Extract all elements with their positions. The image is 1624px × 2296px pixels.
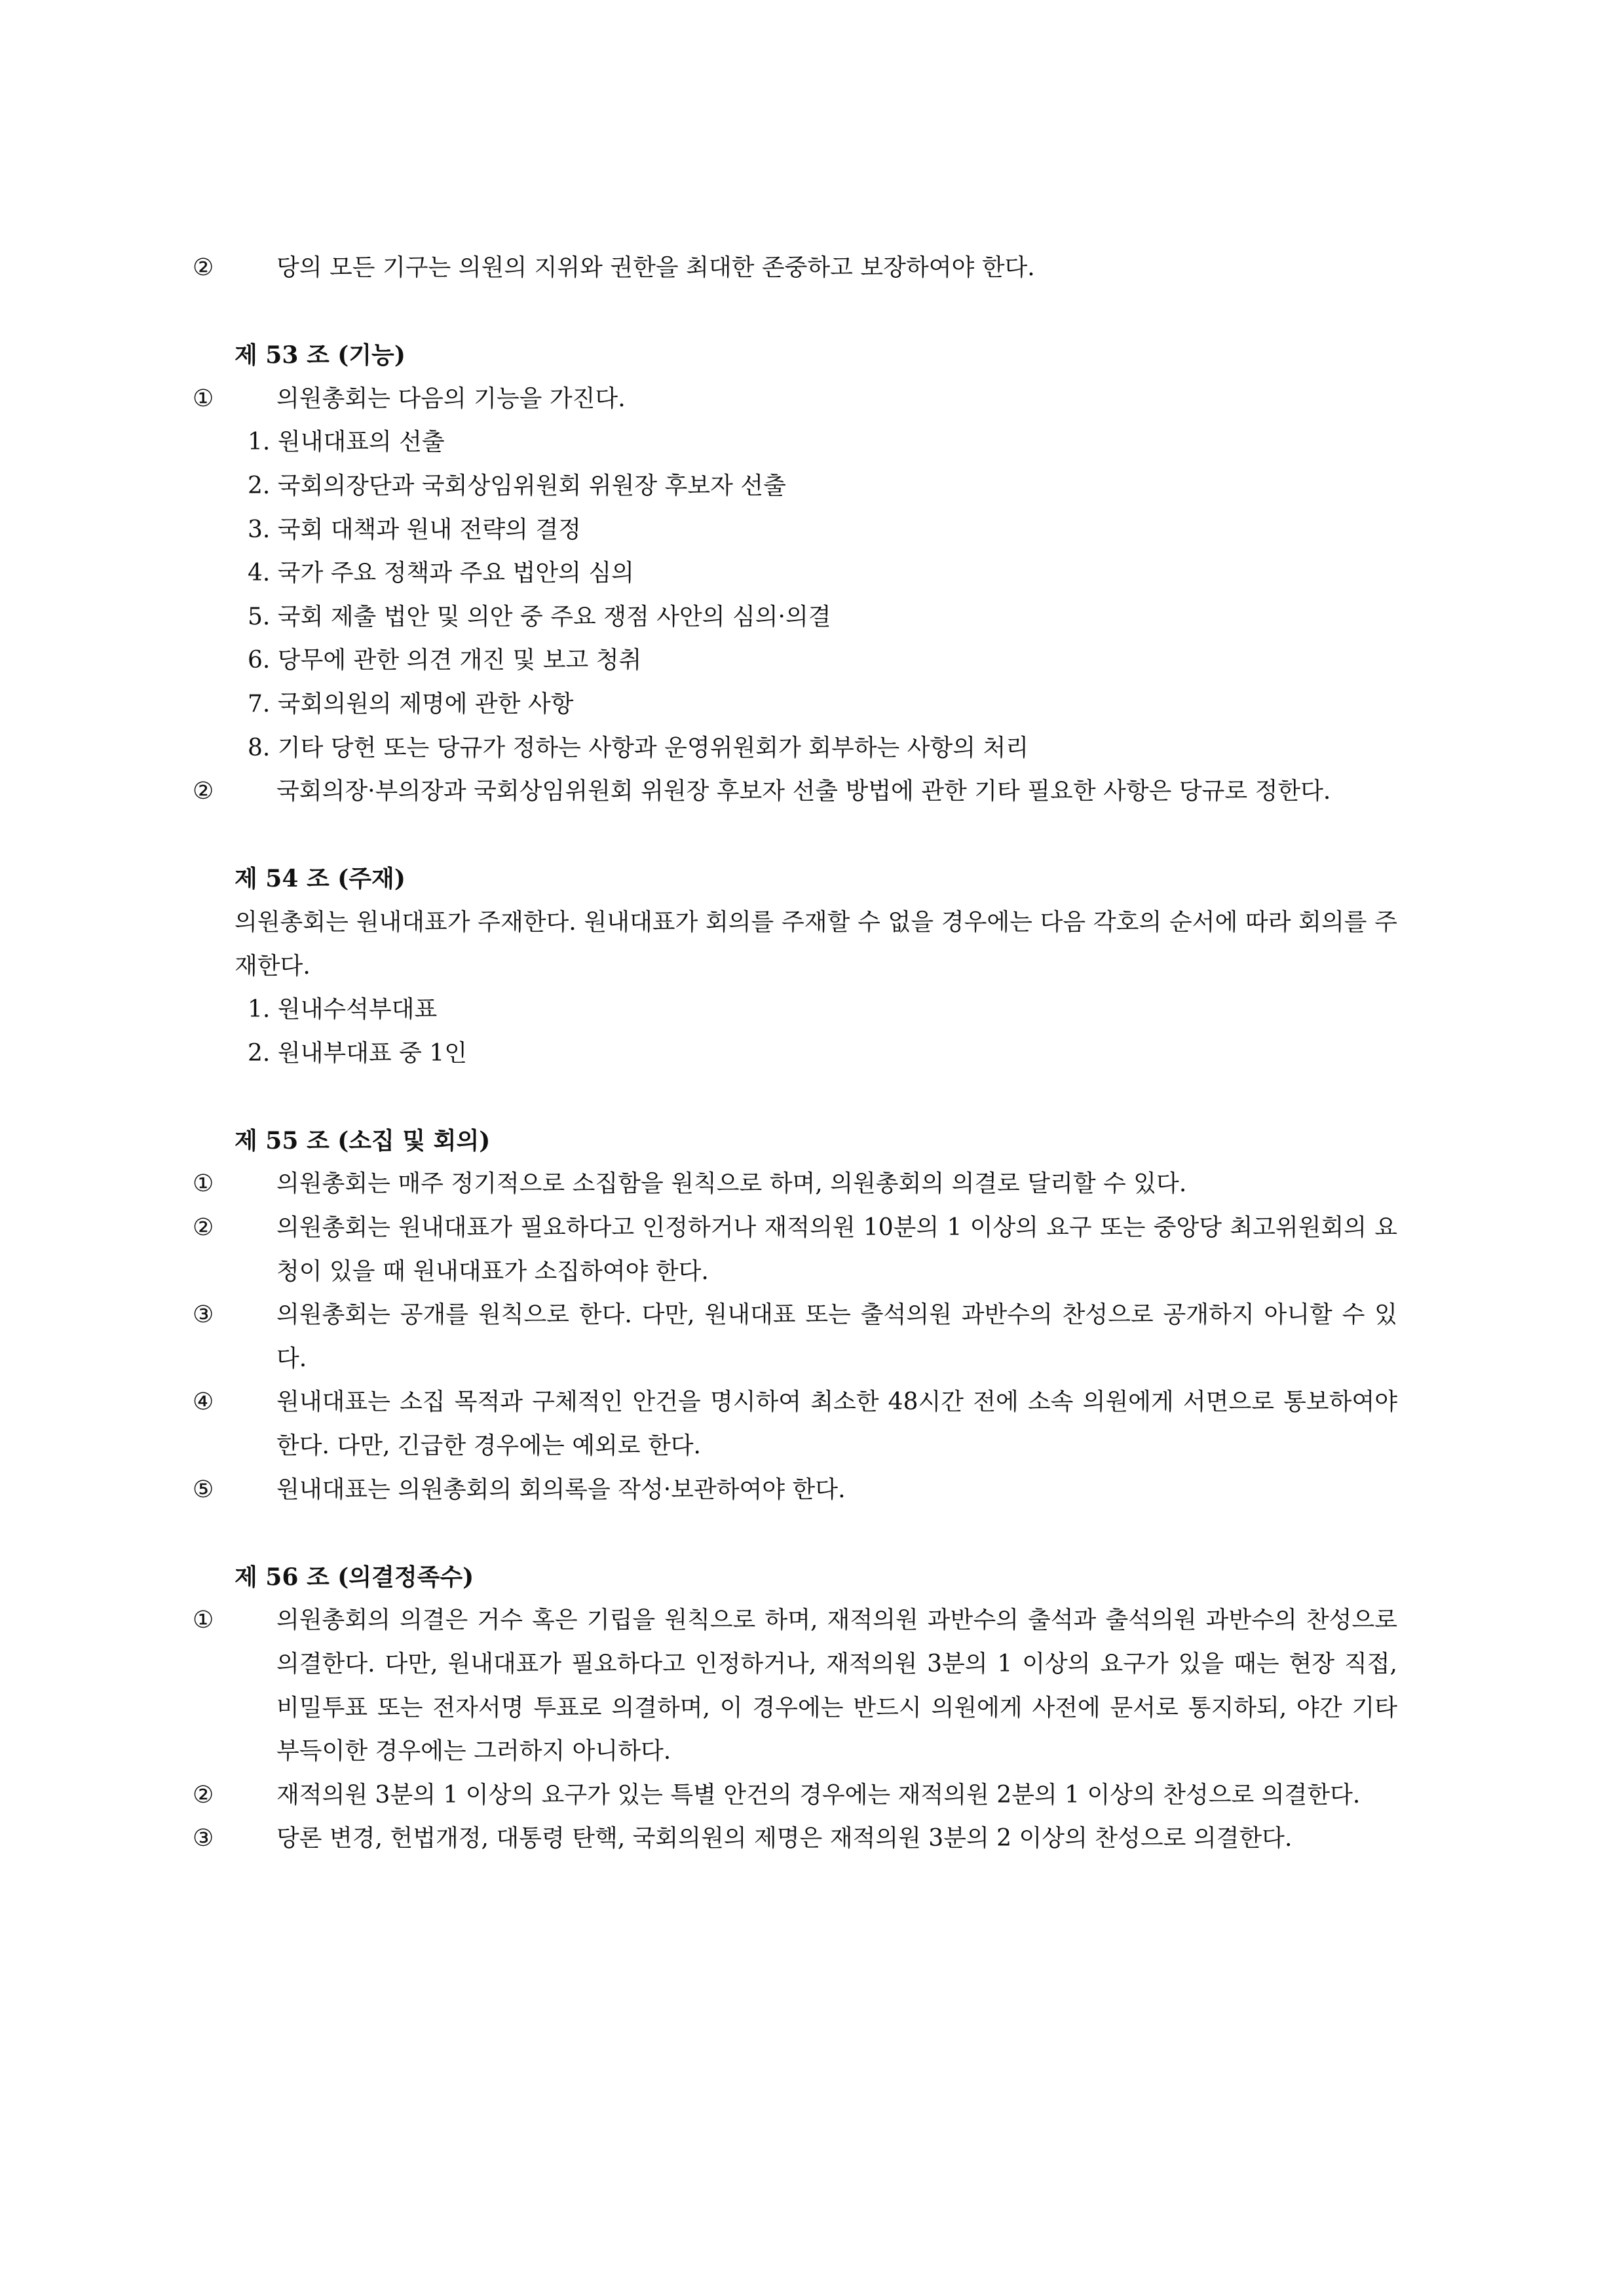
- paragraph-marker: ②: [193, 254, 214, 281]
- intro-paragraph: [193, 246, 1397, 290]
- paragraph-text: 의원총회는 매주 정기적으로 소집함을 원칙으로 하며, 의원총회의 의결로 달리할 수 있다.: [276, 1170, 1187, 1198]
- article-55-heading: 제 55 조 (소집 및 회의): [235, 1126, 491, 1155]
- paragraph-text: 국회의장·부의장과 국회상임위원회 위원장 후보자 선출 방법에 관한 기타 필요한 사항은 당규로 정한다.: [276, 778, 1331, 805]
- paragraph-marker: ②: [193, 778, 214, 805]
- article-55-paragraph: [193, 1381, 1397, 1468]
- article-55-paragraph: [193, 1293, 1397, 1381]
- article-56-heading: 제 56 조 (의결정족수): [235, 1563, 474, 1591]
- article-55-paragraph: [193, 1206, 1397, 1293]
- article-54-heading: 제 54 조 (주재): [235, 865, 406, 893]
- article-55-paragraph: [193, 1162, 1397, 1206]
- paragraph-text: 당론 변경, 헌법개정, 대통령 탄핵, 국회의원의 제명은 재적의원 3분의 2 이상의 찬성으로 의결한다.: [276, 1825, 1293, 1852]
- list-item: 3. 국회 대책과 원내 전략의 결정: [248, 516, 581, 543]
- list-item: 5. 국회 제출 법안 및 의안 중 주요 쟁점 사안의 심의·의결: [248, 603, 831, 630]
- paragraph-text: 의원총회는 원내대표가 필요하다고 인정하거나 재적의원 10분의 1 이상의 요구 또는 중앙당 최고위원회의 요청이 있을 때 원내대표가 소집하여야 한다.: [276, 1214, 1397, 1285]
- paragraph-text: 의원총회는 다음의 기능을 가진다.: [276, 385, 626, 412]
- paragraph-marker: ①: [193, 1170, 214, 1198]
- paragraph-text: 의원총회의 의결은 거수 혹은 기립을 원칙으로 하며, 재적의원 과반수의 출석과 출석의원 과반수의 찬성으로 의결한다. 다만, 원내대표가 필요하다고 인정하거나, 재적의원 3분의 1 이상의 요구가 있을 때는 현장 직접, 비밀투표 또는 전자서명 투표로 의결하며, 이 경우에는 반드시 의원에게 사전에 문서로 통지하되, 야간 기타 부득이한 경우에는 그러하지 아니하다.: [276, 1607, 1397, 1765]
- list-item: 8. 기타 당헌 또는 당규가 정하는 사항과 운영위원회가 회부하는 사항의 처리: [248, 734, 1029, 761]
- paragraph-text: 의원총회는 공개를 원칙으로 한다. 다만, 원내대표 또는 출석의원 과반수의 찬성으로 공개하지 아니할 수 있다.: [276, 1301, 1397, 1372]
- article-56-paragraph: [193, 1817, 1397, 1861]
- list-item: 7. 국회의원의 제명에 관한 사항: [248, 690, 574, 718]
- paragraph-marker: ①: [193, 385, 214, 412]
- article-55-paragraph: [193, 1468, 1397, 1512]
- document-page: [193, 246, 1397, 1861]
- paragraph-text: 재적의원 3분의 1 이상의 요구가 있는 특별 안건의 경우에는 재적의원 2분의 1 이상의 찬성으로 의결한다.: [276, 1781, 1361, 1808]
- article-53-heading: 제 53 조 (기능): [235, 341, 406, 370]
- paragraph-marker: ④: [193, 1388, 214, 1416]
- paragraph-marker: ②: [193, 1781, 214, 1808]
- list-item: 1. 원내대표의 선출: [248, 429, 445, 456]
- article-56-paragraph: [193, 1774, 1397, 1818]
- list-item: 2. 원내부대표 중 1인: [248, 1039, 468, 1067]
- paragraph-text: 당의 모든 기구는 의원의 지위와 권한을 최대한 존중하고 보장하여야 한다.: [276, 254, 1035, 281]
- list-item: 6. 당무에 관한 의견 개진 및 보고 청취: [248, 647, 642, 674]
- article-56-paragraph: [193, 1599, 1397, 1773]
- article-54-text: 의원총회는 원내대표가 주재한다. 원내대표가 회의를 주재할 수 없을 경우에는 다음 각호의 순서에 따라 회의를 주재한다.: [235, 908, 1397, 980]
- paragraph-marker: ①: [193, 1607, 214, 1634]
- paragraph-text: 원내대표는 소집 목적과 구체적인 안건을 명시하여 최소한 48시간 전에 소속 의원에게 서면으로 통보하여야 한다. 다만, 긴급한 경우에는 예외로 한다.: [276, 1388, 1397, 1460]
- paragraph-marker: ②: [193, 1214, 214, 1242]
- list-item: 4. 국가 주요 정책과 주요 법안의 심의: [248, 560, 634, 587]
- article-53-paragraph-1: [193, 377, 1397, 421]
- article-53-paragraph-2: [193, 770, 1397, 814]
- paragraph-marker: ③: [193, 1301, 214, 1329]
- paragraph-marker: ③: [193, 1825, 214, 1852]
- list-item: 2. 국회의장단과 국회상임위원회 위원장 후보자 선출: [248, 472, 786, 499]
- list-item: 1. 원내수석부대표: [248, 996, 438, 1024]
- paragraph-marker: ⑤: [193, 1476, 214, 1503]
- paragraph-text: 원내대표는 의원총회의 회의록을 작성·보관하여야 한다.: [276, 1476, 846, 1503]
